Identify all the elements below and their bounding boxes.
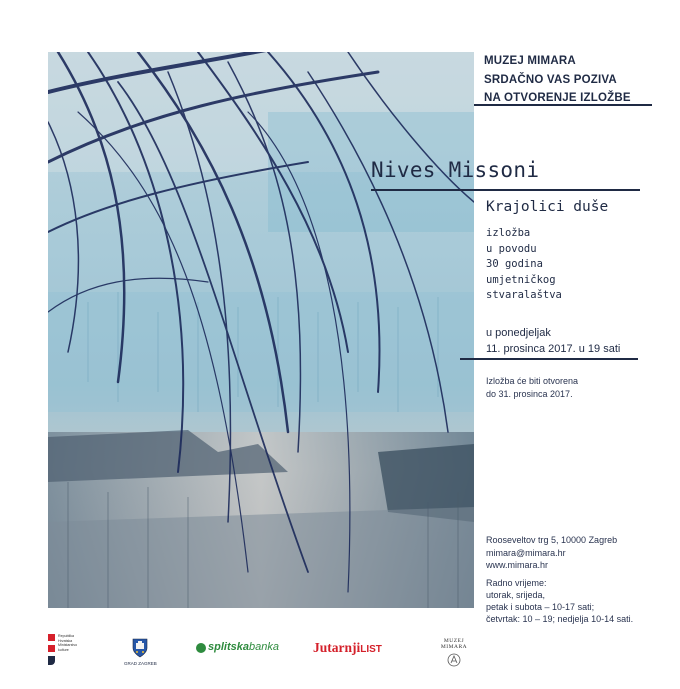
museum-logo	[432, 638, 476, 674]
exhibition-painting	[48, 52, 474, 608]
museum-name: MUZEJ MIMARA	[484, 55, 576, 67]
newspaper-logo	[313, 639, 409, 657]
open-until-line: Izložba će biti otvorena	[486, 376, 579, 386]
opening-day: u ponedjeljak	[486, 327, 551, 339]
description-line: umjetničkog	[486, 273, 556, 286]
bank-name-bold: splitska	[208, 641, 249, 653]
ministry-text: kulture	[58, 647, 69, 652]
hours-line: četvrtak: 10 – 19; nedjelja 10-14 sati.	[486, 614, 634, 624]
coat-of-arms-icon	[132, 638, 148, 658]
opening-hours	[486, 577, 633, 625]
hours-line: petak i subota – 10-17 sati;	[486, 602, 595, 612]
description-line: stvaralaštva	[486, 289, 562, 301]
ministry-mark-icon	[48, 656, 55, 665]
exhibition-description	[486, 226, 562, 304]
open-until-line: do 31. prosinca 2017.	[486, 388, 573, 399]
opening-date	[486, 325, 620, 357]
newspaper-suffix: LIST	[360, 644, 382, 655]
ministry-logo	[48, 634, 96, 668]
email: mimara@mimara.hr	[486, 547, 566, 558]
website: www.mimara.hr	[486, 560, 549, 570]
description-line: izložba	[486, 227, 531, 239]
date-rule	[460, 358, 638, 360]
opening-date-time: 11. prosinca 2017. u 19 sati	[486, 343, 621, 355]
ministry-text: Republika	[58, 634, 74, 638]
address: Rooseveltov trg 5, 10000 Zagreb	[486, 535, 618, 545]
description-line: 30 godina	[486, 258, 543, 270]
city-logo	[124, 638, 156, 672]
invitation-line-3: NA OTVORENJE IZLOŽBE	[484, 92, 631, 104]
ministry-mark-icon	[48, 634, 55, 641]
invitation-line-2: SRDAČNO VAS POZIVA	[484, 73, 617, 86]
museum-emblem-icon	[447, 653, 461, 667]
hours-label: Radno vrijeme:	[486, 578, 547, 588]
header-rule	[474, 104, 652, 106]
description-line: u povodu	[486, 242, 537, 255]
bank-name-regular: banka	[248, 641, 279, 653]
museum-logo-line: MUZEJ	[443, 638, 465, 644]
artist-rule	[371, 189, 640, 191]
bank-logo	[196, 641, 286, 657]
ministry-text: Ministarstvo	[58, 643, 78, 647]
bank-swirl-icon	[196, 643, 206, 653]
newspaper-name: Jutarnji	[313, 640, 361, 655]
invitation-block	[484, 52, 631, 108]
city-name: GRAD ZAGREB	[124, 661, 157, 666]
open-until	[486, 375, 578, 400]
contact-block	[486, 534, 617, 572]
ministry-mark-icon	[48, 645, 55, 652]
ministry-text: Hrvatska	[58, 638, 73, 643]
artist-name: Nives Missoni	[371, 158, 540, 182]
hours-line: utorak, srijeda,	[486, 590, 546, 600]
exhibition-title: Krajolici duše	[486, 199, 609, 215]
museum-logo-line: MIMARA	[440, 644, 468, 650]
